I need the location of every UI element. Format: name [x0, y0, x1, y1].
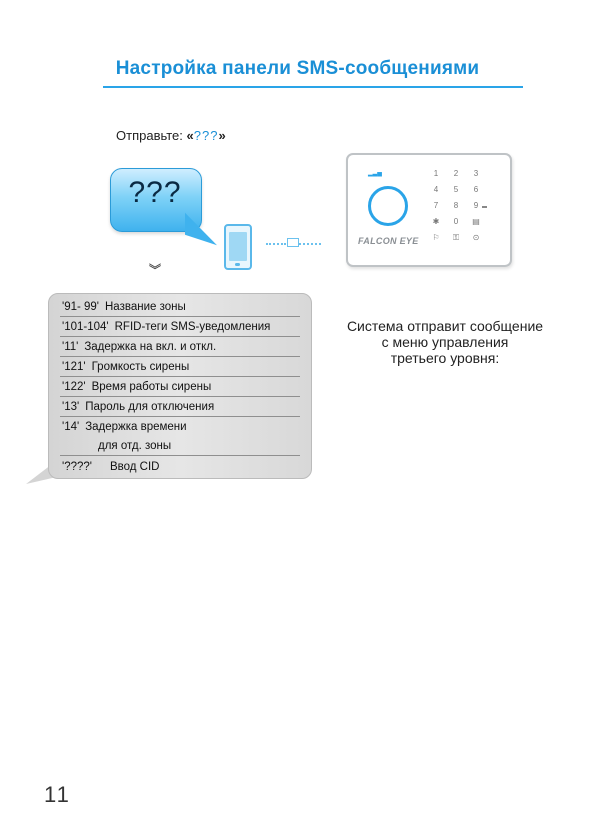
signal-icon: ▂▃▅ — [368, 171, 382, 177]
panel-side-indicator — [482, 206, 487, 208]
key: ⚿ — [452, 233, 460, 242]
phone-button — [235, 263, 240, 266]
key: 8 — [453, 201, 459, 210]
menu-divider — [60, 455, 300, 456]
sms-bubble-text: ??? — [128, 176, 182, 209]
menu-divider — [60, 376, 300, 377]
info-line: Система отправит сообщение — [346, 318, 544, 334]
panel-brand-logo: FALCON EYE — [358, 236, 419, 246]
info-line: с меню управления — [381, 334, 509, 350]
close-quote: » — [218, 128, 226, 143]
menu-item: '101-104' RFID-теги SMS-уведомления — [62, 321, 271, 333]
key: 3 — [473, 169, 479, 178]
page-title: Настройка панели SMS-сообщениями — [115, 58, 480, 79]
menu-item: '121' Громкость сирены — [62, 361, 190, 373]
sms-bubble-tail — [185, 213, 217, 245]
key: ✱ — [432, 217, 440, 226]
info-text — [322, 318, 568, 366]
menu-item: '11' Задержка на вкл. и откл. — [62, 341, 217, 353]
connection-dots-left — [266, 243, 286, 245]
key: 5 — [453, 185, 459, 194]
key: 0 — [453, 217, 459, 226]
send-code: ??? — [193, 128, 219, 143]
connection-dots-right — [299, 243, 321, 245]
key: 9 — [473, 201, 479, 210]
panel-ring-icon — [368, 186, 408, 226]
menu-divider — [60, 396, 300, 397]
key: 2 — [453, 169, 459, 178]
menu-divider — [60, 356, 300, 357]
key: ⊙ — [472, 233, 480, 242]
page-number: 11 — [44, 782, 71, 807]
menu-item: '91- 99' Название зоны — [62, 301, 186, 313]
key: ⚐ — [432, 233, 440, 242]
key: ▤ — [472, 217, 480, 226]
key: 1 — [433, 169, 439, 178]
menu-divider — [60, 416, 300, 417]
key: 7 — [433, 201, 439, 210]
phone-screen — [229, 232, 247, 261]
open-quote: « — [186, 128, 194, 143]
send-label-text: Отправьте: — [116, 128, 183, 143]
menu-item: '14' Задержка времени — [62, 421, 187, 433]
info-line: третьего уровня: — [390, 350, 500, 366]
menu-item-continuation: для отд. зоны — [98, 440, 172, 452]
chevron-down-icon: ︾ — [149, 263, 162, 277]
key: 4 — [433, 185, 439, 194]
send-instruction — [116, 128, 226, 143]
menu-item: '122' Время работы сирены — [62, 381, 212, 393]
envelope-icon — [287, 238, 299, 247]
menu-item: '13' Пароль для отключения — [62, 401, 215, 413]
panel-keypad — [426, 168, 488, 244]
menu-divider — [60, 316, 300, 317]
title-underline — [103, 86, 523, 88]
menu-item: '????' Ввод CID — [62, 461, 160, 473]
menu-divider — [60, 336, 300, 337]
phone-icon — [224, 224, 252, 270]
key: 6 — [473, 185, 479, 194]
